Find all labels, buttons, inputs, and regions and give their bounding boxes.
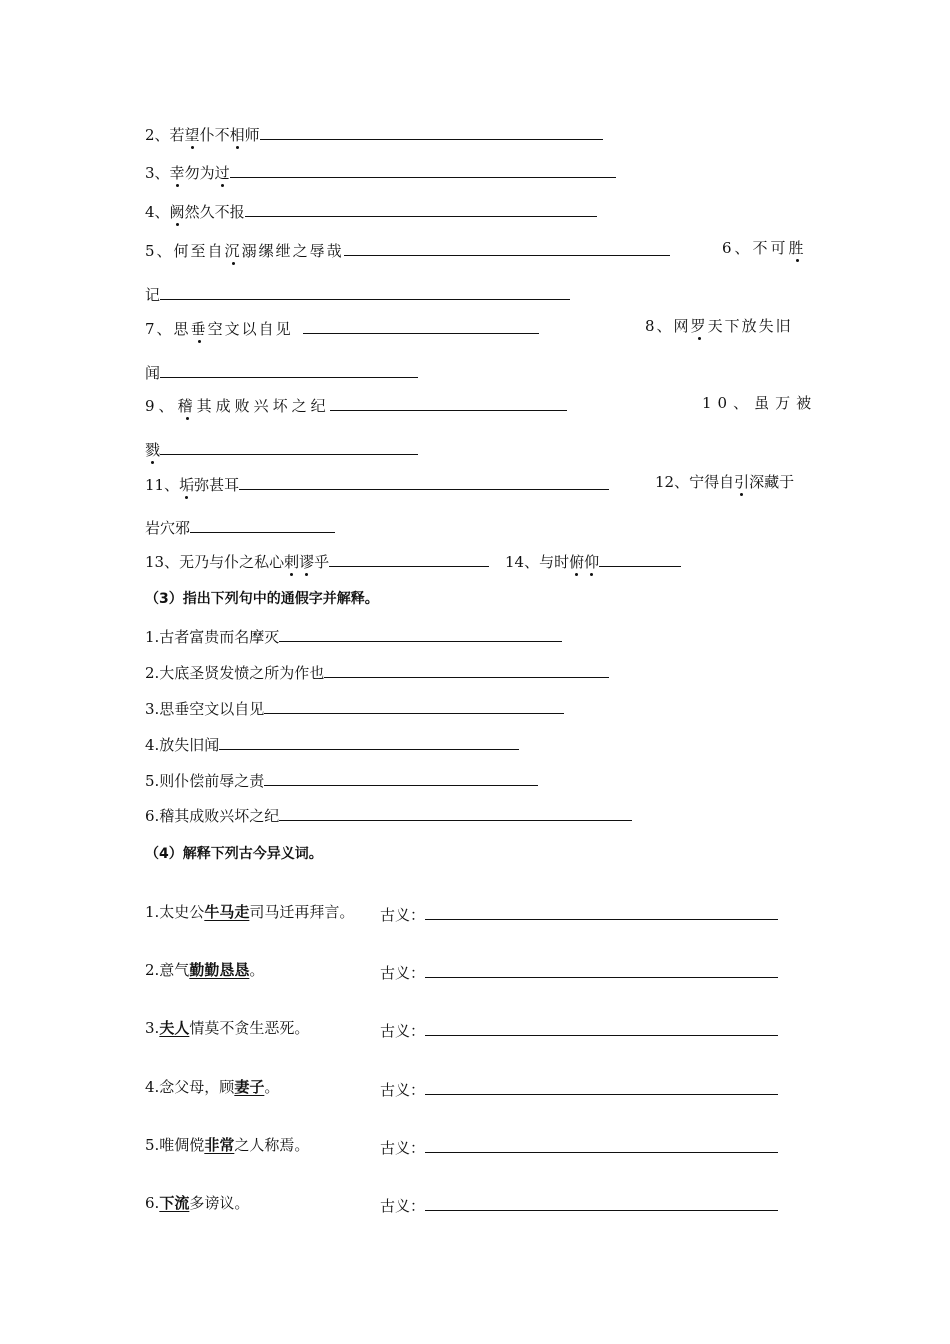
gu-yi-5: 古义： — [380, 1133, 778, 1157]
question-5: 5、何至自沉溺缧绁之辱哉 — [145, 236, 670, 260]
answer-blank[interactable] — [279, 622, 562, 642]
gujin-item-5: 5.唯倜傥非常之人称焉。 — [145, 1136, 310, 1154]
question-12: 12、宁得自引深藏于 — [655, 473, 795, 491]
answer-blank[interactable] — [329, 547, 489, 567]
answer-blank[interactable] — [264, 694, 564, 714]
question-2: 2、若望仆不相师 — [145, 120, 603, 144]
answer-blank[interactable] — [264, 766, 538, 786]
answer-blank[interactable] — [219, 730, 519, 750]
question-4: 4、阙然久不报 — [145, 197, 597, 221]
tongjia-item-3: 3.思垂空文以自见 — [145, 694, 564, 718]
gujin-item-2: 2.意气勤勤恳恳。 — [145, 961, 265, 979]
gu-yi-1: 古义： — [380, 900, 778, 924]
gujin-item-1: 1.太史公牛马走司马迁再拜言。 — [145, 903, 355, 921]
gujin-item-3: 3.夫人情莫不贪生恶死。 — [145, 1019, 310, 1037]
question-13: 13、无乃与仆之私心剌谬乎 — [145, 547, 489, 571]
question-12-cont: 岩穴邪 — [145, 513, 335, 537]
tongjia-item-1: 1.古者富贵而名摩灭 — [145, 622, 562, 646]
answer-blank[interactable] — [260, 120, 603, 140]
answer-blank[interactable] — [324, 658, 609, 678]
question-10: 10、虽万被 — [702, 394, 818, 412]
answer-blank[interactable] — [303, 314, 539, 334]
question-3: 3、幸勿为过 — [145, 158, 616, 182]
question-9: 9、稽其成败兴坏之纪 — [145, 391, 567, 415]
gu-yi-2: 古义： — [380, 958, 778, 982]
answer-blank[interactable] — [425, 1075, 778, 1095]
question-7: 7、思垂空文以自见 — [145, 314, 539, 338]
question-11: 11、垢弥甚耳 — [145, 470, 609, 494]
answer-blank[interactable] — [160, 435, 418, 455]
tongjia-item-4: 4.放失旧闻 — [145, 730, 519, 754]
answer-blank[interactable] — [330, 391, 567, 411]
gu-yi-4: 古义： — [380, 1075, 778, 1099]
answer-blank[interactable] — [599, 547, 681, 567]
answer-blank[interactable] — [344, 236, 670, 256]
answer-blank[interactable] — [425, 900, 778, 920]
tongjia-item-6: 6.稽其成败兴坏之纪 — [145, 801, 632, 825]
answer-blank[interactable] — [160, 280, 570, 300]
answer-blank[interactable] — [160, 358, 418, 378]
question-14: 14、与时俯仰 — [505, 547, 681, 571]
answer-blank[interactable] — [190, 513, 335, 533]
answer-blank[interactable] — [425, 1016, 778, 1036]
answer-blank[interactable] — [425, 1133, 778, 1153]
section-4-heading: （4）解释下列古今异义词。 — [145, 846, 323, 862]
tongjia-item-2: 2.大底圣贤发愤之所为作也 — [145, 658, 609, 682]
question-10-cont: 戮 — [145, 435, 418, 459]
gu-yi-6: 古义： — [380, 1191, 778, 1215]
answer-blank[interactable] — [279, 801, 632, 821]
answer-blank[interactable] — [230, 158, 616, 178]
answer-blank[interactable] — [239, 470, 609, 490]
question-6-cont: 记 — [145, 280, 570, 304]
gujin-item-4: 4.念父母，顾妻子。 — [145, 1078, 280, 1096]
question-6: 6、不可胜 — [722, 239, 807, 257]
answer-blank[interactable] — [245, 197, 597, 217]
answer-blank[interactable] — [425, 1191, 778, 1211]
question-8-cont: 闻 — [145, 358, 418, 382]
question-8: 8、网罗天下放失旧 — [645, 317, 793, 335]
tongjia-item-5: 5.则仆偿前辱之责 — [145, 766, 538, 790]
answer-blank[interactable] — [425, 958, 778, 978]
gujin-item-6: 6.下流多谤议。 — [145, 1194, 250, 1212]
section-3-heading: （3）指出下列句中的通假字并解释。 — [145, 591, 379, 607]
gu-yi-3: 古义： — [380, 1016, 778, 1040]
